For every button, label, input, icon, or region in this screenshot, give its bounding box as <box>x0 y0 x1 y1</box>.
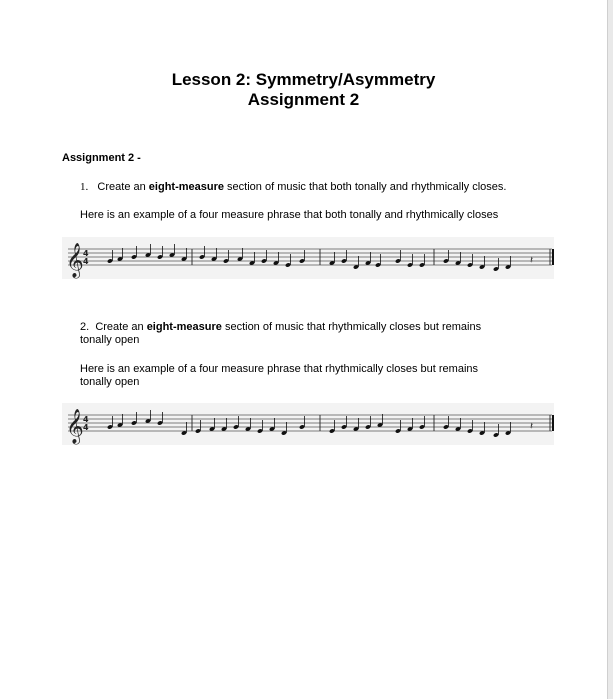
title-line-2: Assignment 2 <box>247 90 360 109</box>
instruction-1-number: 1. <box>80 181 89 193</box>
instruction-1-bold: eight-measure <box>148 181 224 193</box>
instruction-2-number: 2. <box>80 321 90 333</box>
time-signature-top: 4 <box>83 249 89 258</box>
title-line-1: Lesson 2: Symmetry/Asymmetry <box>171 70 436 89</box>
instruction-1 <box>80 181 506 194</box>
example-2-line-1: Here is an example of a four measure phrase that rhythmically closes but remains <box>80 363 479 375</box>
time-signature-bottom: 4 <box>83 423 89 432</box>
staff-1-notation <box>62 237 554 279</box>
treble-clef-icon: 𝄞 <box>66 243 84 278</box>
rest-icon: 𝄽 <box>530 255 534 266</box>
assignment-heading: Assignment 2 - <box>62 152 141 164</box>
instruction-1-text-a: Create an <box>97 181 149 193</box>
instruction-2 <box>80 321 481 347</box>
page-title <box>0 70 607 110</box>
rest-icon: 𝄽 <box>530 421 534 432</box>
example-1-caption: Here is an example of a four measure phrase that both tonally and rhythmically closes <box>80 209 499 221</box>
music-staff-1 <box>62 237 554 277</box>
staff-2-notation <box>62 403 554 445</box>
treble-clef-icon: 𝄞 <box>66 409 84 444</box>
time-signature-bottom: 4 <box>83 257 89 266</box>
time-signature-top: 4 <box>83 415 89 424</box>
instruction-2-text-c: tonally open <box>80 334 140 346</box>
instruction-2-text-b: section of music that rhythmically closes but remains <box>221 321 482 333</box>
instruction-2-text-a: Create an <box>95 321 147 333</box>
instruction-1-text-b: section of music that both tonally and rhythmically closes. <box>224 181 507 193</box>
music-staff-2 <box>62 403 554 443</box>
page-scroll-edge <box>607 0 613 699</box>
instruction-2-bold: eight-measure <box>146 321 222 333</box>
example-2-line-2: tonally open <box>80 376 140 388</box>
example-2-caption <box>80 363 478 389</box>
